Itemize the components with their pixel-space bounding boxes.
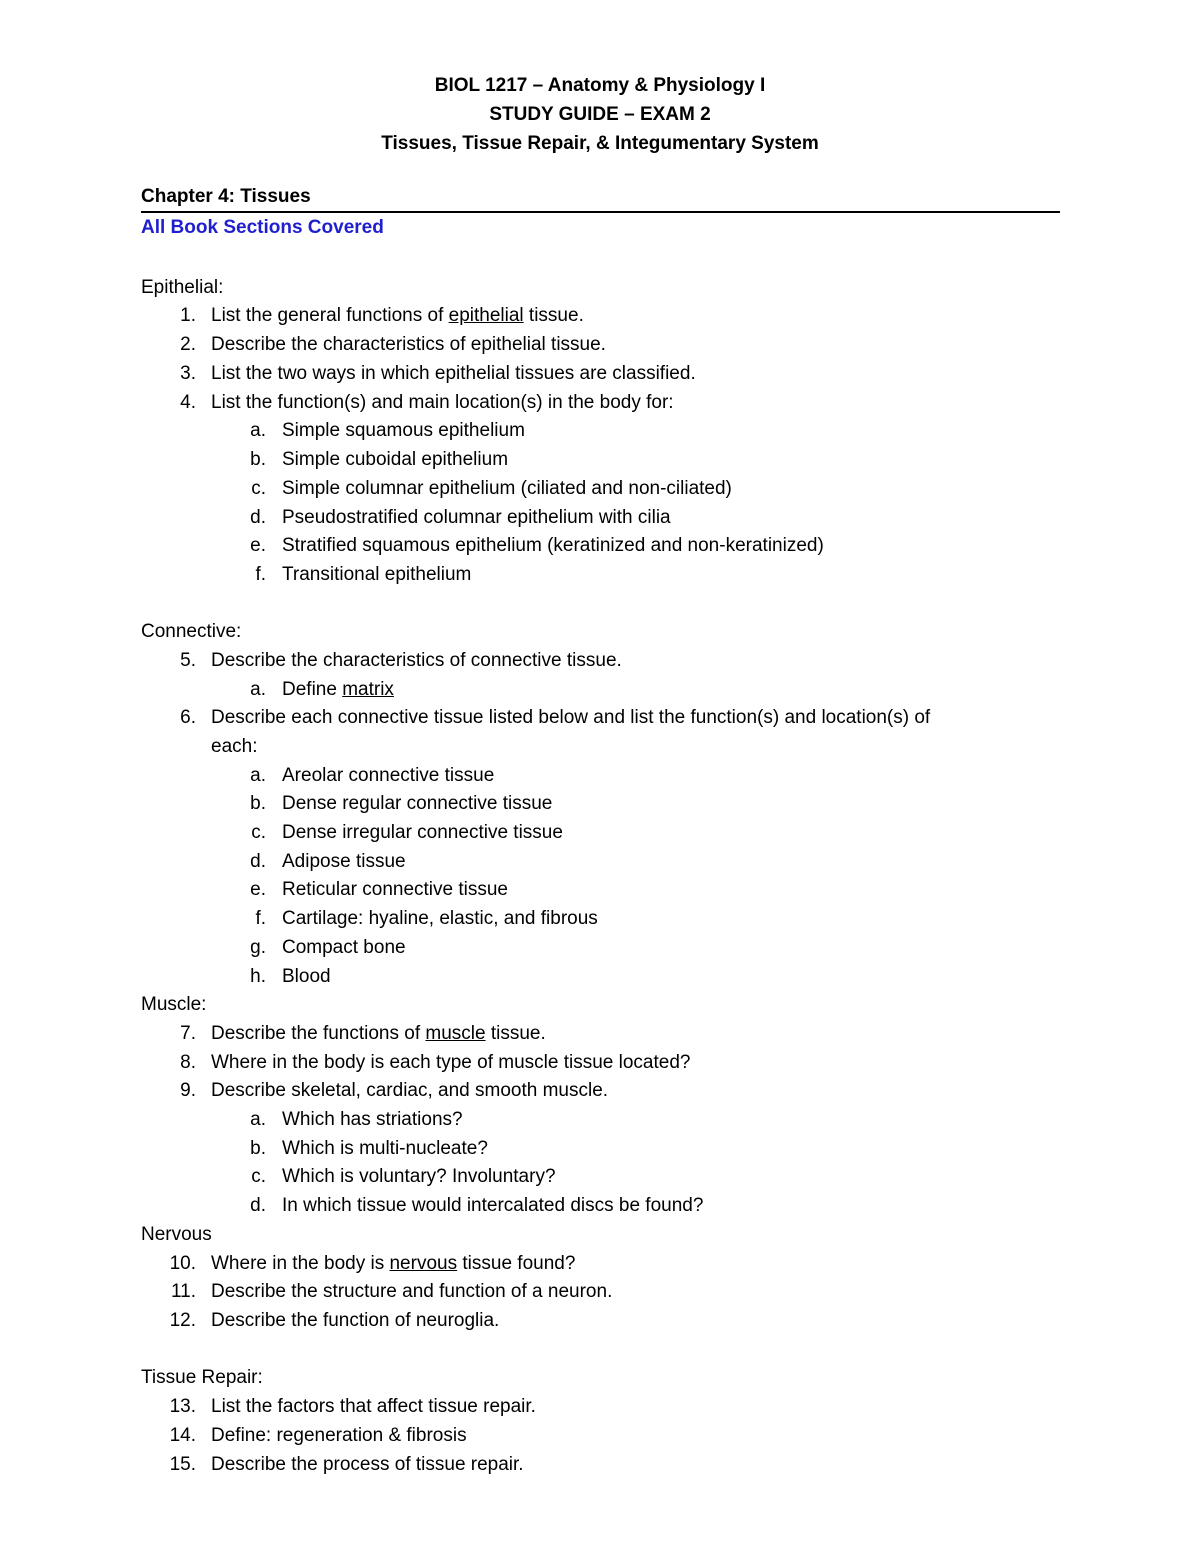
sub-item-letter: f. <box>255 564 266 585</box>
question-13: List the factors that affect tissue repair. <box>211 1396 536 1417</box>
guide-title: STUDY GUIDE – EXAM 2 <box>489 104 711 125</box>
question-number: 9. <box>180 1080 196 1101</box>
sub-item-letter: b. <box>250 449 266 470</box>
sections-covered-note: All Book Sections Covered <box>141 217 384 238</box>
sub-item: In which tissue would intercalated discs be found? <box>282 1195 704 1216</box>
question-number: 13. <box>169 1396 196 1417</box>
question-7: Describe the functions of muscle tissue. <box>211 1023 546 1044</box>
sub-item-letter: a. <box>250 679 266 700</box>
sub-item-letter: c. <box>251 822 266 843</box>
sub-item: Simple squamous epithelium <box>282 420 525 441</box>
question-2: Describe the characteristics of epithelial tissue. <box>211 334 606 355</box>
question-9: Describe skeletal, cardiac, and smooth muscle. <box>211 1080 609 1101</box>
sub-item: Compact bone <box>282 937 406 958</box>
question-6-continued: each: <box>211 736 258 757</box>
sub-item: Dense regular connective tissue <box>282 793 553 814</box>
question-5: Describe the characteristics of connective tissue. <box>211 650 622 671</box>
sub-item-letter: a. <box>250 1109 266 1130</box>
question-3: List the two ways in which epithelial tissues are classified. <box>211 363 696 384</box>
sub-item: Blood <box>282 966 331 987</box>
question-number: 5. <box>180 650 196 671</box>
sub-item: Transitional epithelium <box>282 564 472 585</box>
question-number: 8. <box>180 1052 196 1073</box>
question-14: Define: regeneration & fibrosis <box>211 1425 467 1446</box>
sub-item: Adipose tissue <box>282 851 406 872</box>
question-number: 15. <box>169 1454 196 1475</box>
sub-item-letter: d. <box>250 1195 266 1216</box>
sub-item: Stratified squamous epithelium (keratinized and non-keratinized) <box>282 535 824 556</box>
question-4: List the function(s) and main location(s) in the body for: <box>211 392 674 413</box>
sub-item-letter: d. <box>250 851 266 872</box>
question-number: 4. <box>180 392 196 413</box>
tissue-repair-heading: Tissue Repair: <box>141 1367 263 1388</box>
sub-item: Which has striations? <box>282 1109 463 1130</box>
question-number: 1. <box>180 305 196 326</box>
sub-item-letter: d. <box>250 507 266 528</box>
question-number: 10. <box>169 1253 196 1274</box>
question-number: 6. <box>180 707 196 728</box>
sub-item-letter: g. <box>250 937 266 958</box>
sub-item-letter: e. <box>250 879 266 900</box>
sub-item-letter: a. <box>250 420 266 441</box>
sub-item: Areolar connective tissue <box>282 765 495 786</box>
muscle-heading: Muscle: <box>141 994 207 1015</box>
question-6: Describe each connective tissue listed below and list the function(s) and location(s) of <box>211 707 931 728</box>
course-title: BIOL 1217 – Anatomy & Physiology I <box>434 75 766 96</box>
sub-item: Simple cuboidal epithelium <box>282 449 509 470</box>
question-8: Where in the body is each type of muscle tissue located? <box>211 1052 691 1073</box>
question-1: List the general functions of epithelial tissue. <box>211 305 584 326</box>
sub-item-letter: h. <box>250 966 266 987</box>
question-number: 3. <box>180 363 196 384</box>
question-number: 14. <box>169 1425 196 1446</box>
connective-heading: Connective: <box>141 621 242 642</box>
sub-item: Which is multi-nucleate? <box>282 1138 488 1159</box>
sub-item-letter: b. <box>250 793 266 814</box>
question-number: 11. <box>170 1281 196 1302</box>
sub-item: Pseudostratified columnar epithelium with cilia <box>282 507 671 528</box>
sub-item-letter: f. <box>255 908 266 929</box>
sub-item: Cartilage: hyaline, elastic, and fibrous <box>282 908 598 929</box>
nervous-heading: Nervous <box>141 1224 212 1245</box>
chapter-divider <box>141 211 1060 213</box>
sub-item-letter: b. <box>250 1138 266 1159</box>
question-number: 2. <box>180 334 196 355</box>
epithelial-heading: Epithelial: <box>141 277 224 298</box>
question-number: 12. <box>169 1310 196 1331</box>
sub-item: Dense irregular connective tissue <box>282 822 563 843</box>
sub-item-letter: c. <box>251 478 266 499</box>
sub-item: Simple columnar epithelium (ciliated and non-ciliated) <box>282 478 732 499</box>
question-12: Describe the function of neuroglia. <box>211 1310 500 1331</box>
question-10: Where in the body is nervous tissue found? <box>211 1253 576 1274</box>
question-number: 7. <box>180 1023 196 1044</box>
question-15: Describe the process of tissue repair. <box>211 1454 524 1475</box>
chapter-heading: Chapter 4: Tissues <box>141 186 311 207</box>
question-11: Describe the structure and function of a neuron. <box>211 1281 613 1302</box>
sub-item-letter: e. <box>250 535 266 556</box>
sub-item-letter: c. <box>251 1166 266 1187</box>
topics-title: Tissues, Tissue Repair, & Integumentary System <box>381 133 819 154</box>
sub-item-letter: a. <box>250 765 266 786</box>
sub-item: Which is voluntary? Involuntary? <box>282 1166 556 1187</box>
sub-item: Reticular connective tissue <box>282 879 508 900</box>
sub-item: Define matrix <box>282 679 394 700</box>
